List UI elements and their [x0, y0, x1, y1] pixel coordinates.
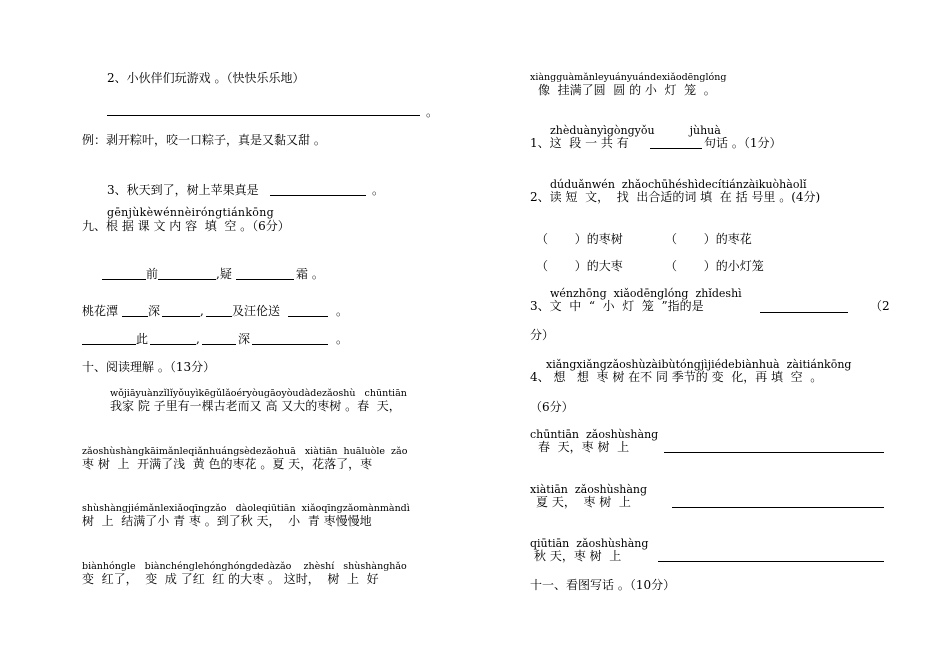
rq1-pinyin: zhèduànyìgòngyǒu jùhuà	[550, 124, 721, 137]
q3-period: 。	[372, 183, 385, 197]
poem2-blank-3[interactable]	[206, 316, 232, 317]
passage-pinyin-1: wǒjiāyuànzǐlǐyǒuyìkēgǔlǎoéryòugāoyòudàdezǎoshù chūntiān	[110, 388, 407, 399]
q2-sentence: 2、小伙伴们玩游戏 。（快快乐乐地）	[107, 71, 305, 85]
passage-line-5: 像 挂满了圆 圆 的 小 灯 笼 。	[538, 83, 716, 97]
poem2-blank-1[interactable]	[122, 316, 148, 317]
poem1-blank-3[interactable]	[236, 279, 294, 280]
q2-period: 。	[426, 105, 439, 119]
summer-answer-line[interactable]	[672, 507, 884, 508]
poem3-text-b: 此	[136, 332, 149, 346]
spring-pinyin: chūntiān zǎoshùshàng	[530, 428, 659, 441]
rq3-score-a: （2	[870, 299, 890, 313]
poem3-blank-1[interactable]	[82, 344, 136, 345]
autumn-answer-line[interactable]	[658, 561, 884, 562]
q9-title: 九、根 据 课 文 内 容 填 空 。（6分）	[82, 219, 290, 233]
q2-answer-line[interactable]	[107, 115, 420, 116]
passage-pinyin-4: biànhóngle biànchénglehónghóngdedàzǎo zhèshí shùshànghǎo	[82, 561, 407, 572]
poem3-blank-4[interactable]	[252, 344, 328, 345]
rq3-answer-line[interactable]	[760, 312, 848, 313]
q10-title: 十、阅读理解 。（13分）	[82, 360, 216, 374]
blank-xiaodenglong[interactable]: （ ）的小灯笼	[665, 259, 764, 273]
rq1-tail: 句话 。（1分）	[704, 136, 782, 150]
poem1-text-b: ,疑	[216, 267, 232, 281]
rq1-answer-line[interactable]	[650, 148, 702, 149]
poem2-text-a: 桃花潭	[82, 304, 119, 318]
blank-zaohua[interactable]: （ ）的枣花	[665, 232, 752, 246]
poem3-blank-2[interactable]	[150, 344, 196, 345]
q11-title: 十一、看图写话 。（10分）	[530, 578, 676, 592]
blank-dazao[interactable]: （ ）的大枣	[536, 259, 623, 273]
passage-pinyin-3: shùshàngjiémǎnlexiǎoqīngzǎo dàoleqiūtiān xiǎoqīngzǎomànmàndì	[82, 503, 410, 514]
rq4-text: 4、 想 想 枣 树 在不 同 季节的 变 化，再 填 空 。	[530, 370, 823, 384]
q3-sentence: 3、秋天到了，树上苹果真是	[107, 183, 259, 197]
passage-line-3: 树 上 结满了小 青 枣 。到了秋 天， 小 青 枣慢慢地	[82, 514, 372, 528]
rq4-pinyin: xiǎngxiǎngzǎoshùzàibùtóngjìjiédebiànhuà zàitiánkōng	[546, 358, 852, 371]
rq4-score: （6分）	[530, 400, 574, 414]
poem3-text-c: ,	[196, 332, 200, 346]
poem3-text-e: 。	[336, 332, 349, 346]
poem3-blank-3[interactable]	[202, 344, 236, 345]
summer-text: 夏 天， 枣 树 上	[536, 495, 631, 509]
spring-text: 春 天，枣 树 上	[538, 440, 630, 454]
poem1-text-a: 前	[146, 267, 159, 281]
passage-pinyin-2: zǎoshùshàngkāimǎnleqiǎnhuángsèdezǎohuā xiàtiān huāluòle zǎo	[82, 446, 408, 457]
rq3-text: 3、文 中 “ 小 灯 笼 ”指的是	[530, 299, 704, 313]
poem2-text-c: ,	[200, 304, 204, 318]
rq2-text: 2、读 短 文， 找 出合适的词 填 在 括 号里 。(4分)	[530, 190, 821, 204]
passage-line-4: 变 红了， 变 成 了红 红 的大枣 。 这时， 树 上 好	[82, 572, 379, 586]
rq3-pinyin: wénzhōng xiǎodēnglóng zhǐdeshì	[550, 287, 742, 300]
blank-zaoshu[interactable]: （ ）的枣树	[536, 232, 623, 246]
q3-answer-line[interactable]	[270, 195, 366, 196]
autumn-pinyin: qiūtiān zǎoshùshàng	[530, 537, 649, 550]
summer-pinyin: xiàtiān zǎoshùshàng	[530, 483, 648, 496]
rq2-pinyin: dúduǎnwén zhǎochūhéshìdecítiánzàikuòhàolǐ	[550, 178, 807, 191]
passage-pinyin-5: xiàngguàmǎnleyuányuándexiǎodēnglóng	[530, 72, 727, 83]
rq3-score-b: 分）	[530, 328, 555, 342]
poem3-text-d: 深	[238, 332, 251, 346]
q9-pinyin: gēnjùkèwénnèiróngtiánkōng	[107, 206, 274, 219]
poem2-blank-4[interactable]	[288, 316, 328, 317]
autumn-text: 秋 天，枣 树 上	[534, 549, 622, 563]
poem2-text-d: 及汪伦送	[232, 304, 281, 318]
rq1-text: 1、这 段 一 共 有	[530, 136, 629, 150]
poem1-blank-2[interactable]	[158, 279, 216, 280]
poem2-text-e: 。	[336, 304, 349, 318]
example-sentence: 例：剥开粽叶，咬一口粽子，真是又黏又甜 。	[82, 133, 326, 147]
passage-line-2: 枣 树 上 开满了浅 黄 色的枣花 。夏 天，花落了，枣	[82, 457, 373, 471]
spring-answer-line[interactable]	[664, 452, 884, 453]
poem1-text-c: 霜 。	[296, 267, 324, 281]
poem2-blank-2[interactable]	[162, 316, 200, 317]
passage-line-1: 我家 院 子里有一棵古老而又 高 又大的枣树 。春 天，	[110, 399, 401, 413]
poem1-blank-1[interactable]	[102, 279, 146, 280]
poem2-text-b: 深	[148, 304, 161, 318]
